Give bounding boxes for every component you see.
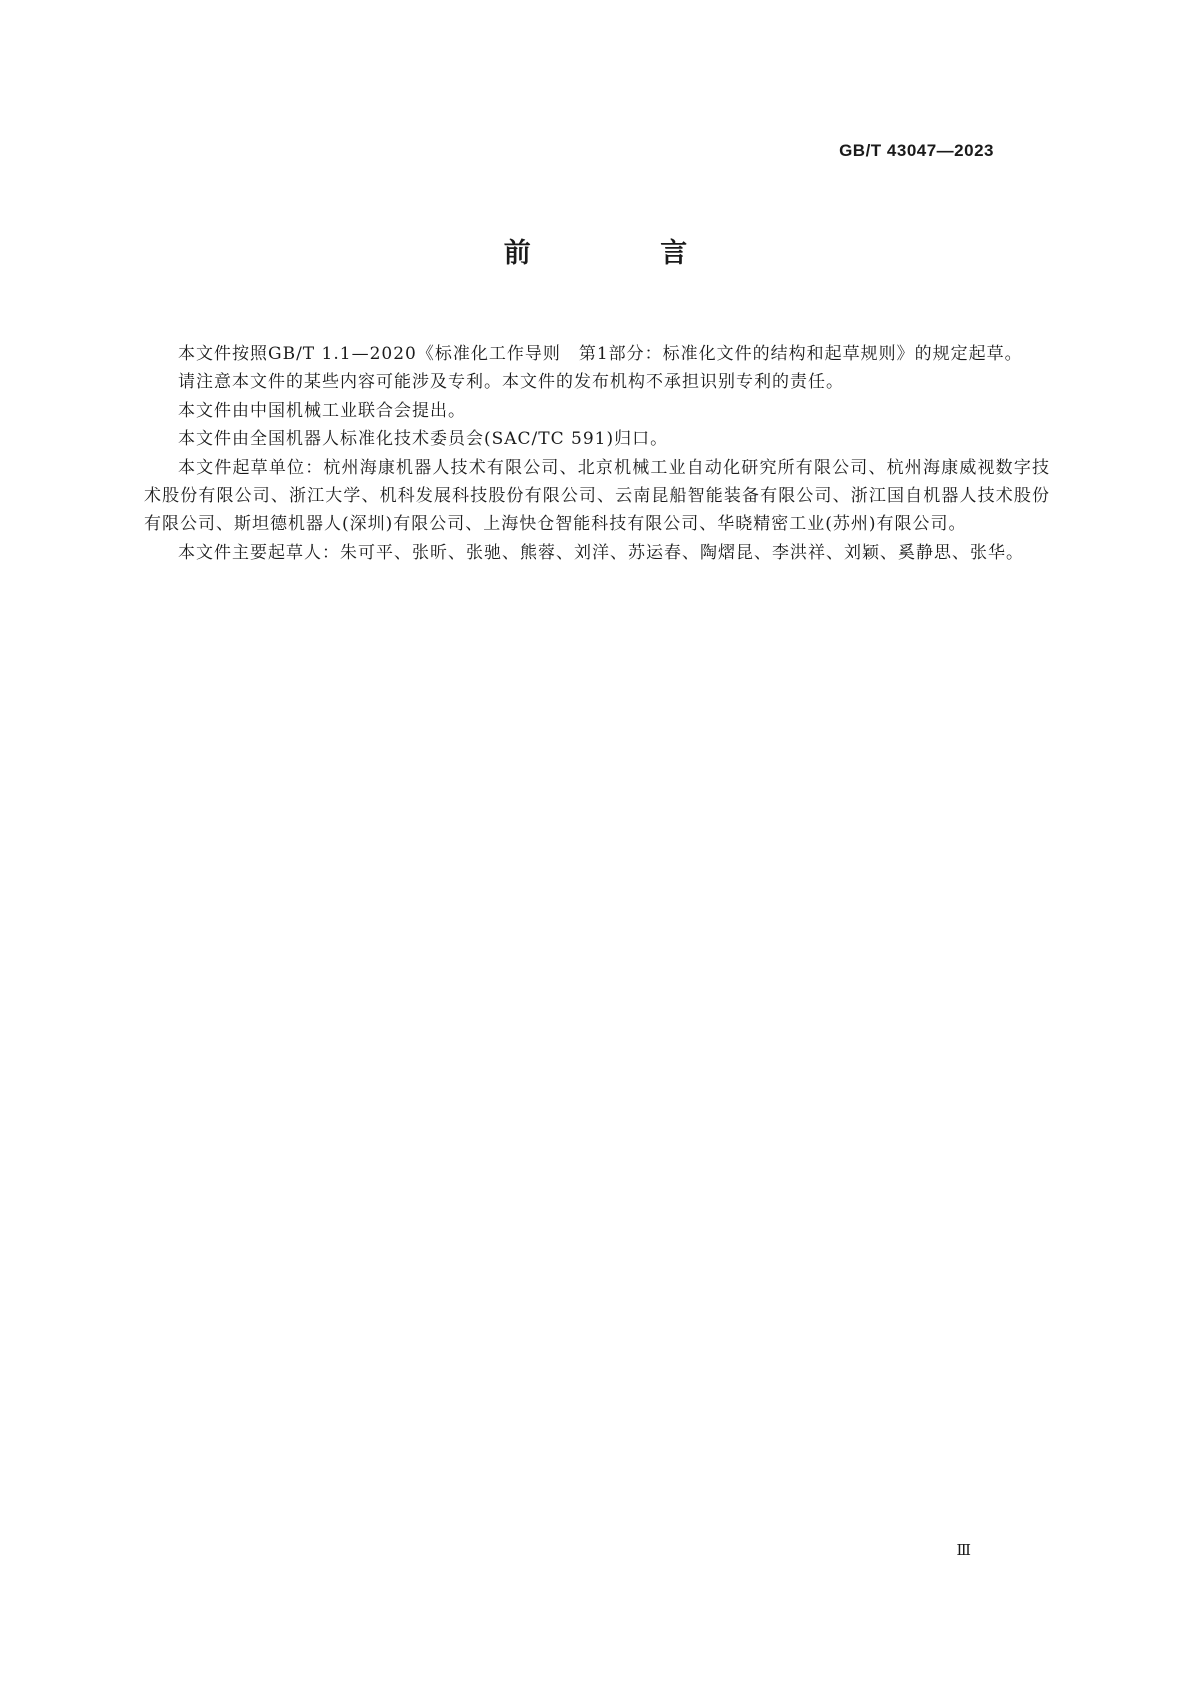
paragraph-drafting-units: 本文件起草单位：杭州海康机器人技术有限公司、北京机械工业自动化研究所有限公司、杭州海康威视数字技术股份有限公司、浙江大学、机科发展科技股份有限公司、云南昆船智能装备有限公司、浙江国自机器人技术股份有限公司、斯坦德机器人(深圳)有限公司、上海快仓智能科技有限公司、华晓精密工业(苏州)有限公司。	[144, 457, 1050, 535]
foreword-body	[144, 340, 1050, 567]
page-number: Ⅲ	[956, 1541, 971, 1559]
page-title: 前 言	[503, 238, 739, 269]
paragraph-patent-notice: 请注意本文件的某些内容可能涉及专利。本文件的发布机构不承担识别专利的责任。	[178, 372, 844, 393]
paragraph-technical-committee: 本文件由全国机器人标准化技术委员会(SAC/TC 591)归口。	[178, 429, 669, 450]
paragraph-drafters: 本文件主要起草人：朱可平、张昕、张驰、熊蓉、刘洋、苏运春、陶熠昆、李洪祥、刘颖、奚静思、张华。	[178, 542, 1024, 563]
paragraph-drafting-rules: 本文件按照GB/T 1.1—2020《标准化工作导则 第1部分：标准化文件的结构和起草规则》的规定起草。	[178, 344, 1023, 364]
standard-number: GB/T 43047—2023	[839, 141, 994, 160]
paragraph-proposer: 本文件由中国机械工业联合会提出。	[178, 400, 466, 421]
